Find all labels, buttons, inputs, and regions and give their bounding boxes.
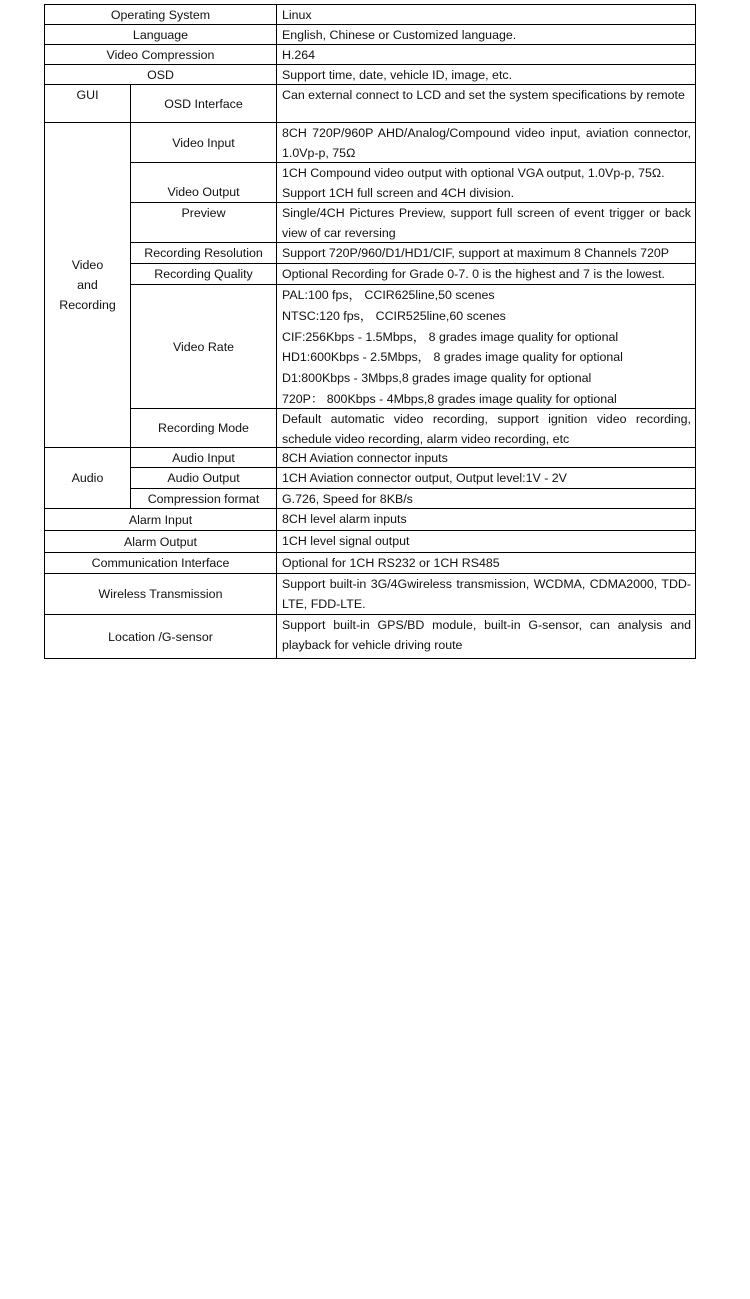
spec-subcategory [130,263,277,285]
cell-text: 1CH level signal output [282,534,410,548]
label-text: and [77,278,98,292]
label-text: GUI [76,88,99,102]
cell-text: 720P： 800Kbps - 4Mbps,8 grades image quality for optional [282,391,617,406]
spec-value [276,467,696,489]
cell-text: Optional Recording for Grade 0-7. 0 is the highest and 7 is the lowest. [282,267,665,281]
spec-subcategory [130,122,277,163]
spec-value [276,614,696,659]
spec-group [44,122,131,448]
spec-value [276,24,696,45]
category-label: Video Compression [106,47,215,62]
cell-text: HD1:600Kbps - 2.5Mbps， 8 grades image quality for optional [282,350,623,365]
spec-value [276,202,696,243]
spec-value [276,508,696,531]
spec-subcategory [130,488,277,509]
cell-text: 8CH level alarm inputs [282,512,407,526]
label-text: Recording [59,298,116,312]
spec-value [276,122,696,163]
spec-subcategory [130,242,277,264]
subcategory-label: Preview [181,206,226,220]
spec-category [44,573,277,615]
cell-text: G.726, Speed for 8KB/s [282,492,413,506]
spec-value [276,488,696,509]
category-label: Language [132,27,189,42]
cell-text: D1:800Kbps - 3Mbps,8 grades image quality for optional [282,371,592,386]
spec-subcategory [130,284,277,409]
spec-subcategory [130,467,277,489]
spec-subcategory [130,162,277,203]
spec-category [44,24,277,45]
spec-value [276,162,696,203]
spec-group [44,84,131,123]
subcategory-label: Video Rate [172,339,235,354]
spec-subcategory [130,202,277,243]
cell-text: CIF:256Kbps - 1.5Mbps， 8 grades image quality for optional [282,329,619,344]
cell-text: 1CH Compound video output with optional VGA output, 1.0Vp-p, 75Ω. [282,166,665,180]
spec-subcategory [130,84,277,123]
spec-value [276,84,696,123]
spec-category [44,614,277,659]
category-label: Alarm Output [124,534,197,549]
spec-value [276,242,696,264]
subcategory-label: Video Input [172,135,235,150]
category-label: Alarm Input [128,512,193,527]
label-text: Audio [71,471,104,485]
cell-text: Single/4CH Pictures Preview, support full screen of event trigger or back view of car reversing [282,206,691,240]
spec-value [276,408,696,448]
spec-value [276,263,696,285]
spec-value [276,4,696,25]
subcategory-label: Video Output [167,185,240,199]
cell-text: Support time, date, vehicle ID, image, etc. [282,68,513,82]
subcategory-label: Recording Quality [154,267,253,281]
cell-text: Can external connect to LCD and set the system specifications by remote [282,88,685,102]
category-label: Operating System [110,7,211,22]
cell-text: PAL:100 fps， CCIR625line,50 scenes [282,288,495,302]
spec-category [44,64,277,85]
cell-text: Linux [282,8,312,22]
spec-category [44,552,277,574]
spec-value [276,573,696,615]
subcategory-label: Compression format [147,491,260,506]
spec-category [44,508,277,531]
category-label: Communication Interface [91,556,230,570]
spec-value [276,530,696,553]
spec-category [44,44,277,65]
cell-text: H.264 [282,48,316,62]
spec-group [44,447,131,509]
category-label: Wireless Transmission [98,587,223,601]
subcategory-label: OSD Interface [164,96,243,111]
subcategory-label: Recording Mode [158,421,249,435]
category-label: OSD [147,67,174,82]
spec-subcategory [130,447,277,468]
cell-text: Support 1CH full screen and 4CH division. [282,186,515,200]
cell-text: 8CH Aviation connector inputs [282,451,448,465]
category-label: Location /G-sensor [108,629,213,644]
spec-value [276,284,696,409]
cell-text: Support 720P/960/D1/HD1/CIF, support at maximum 8 Channels 720P [282,246,670,260]
spec-value [276,552,696,574]
cell-text: 1CH Aviation connector output, Output level:1V - 2V [282,471,567,485]
cell-text: NTSC:120 fps， CCIR525line,60 scenes [282,308,506,323]
subcategory-label: Audio Output [167,471,240,485]
spec-value [276,447,696,468]
subcategory-label: Audio Input [172,450,235,465]
cell-text: Optional for 1CH RS232 or 1CH RS485 [282,556,500,570]
cell-text: 8CH 720P/960P AHD/Analog/Compound video input, aviation connector, 1.0Vp-p, 75Ω [282,126,691,160]
spec-category [44,530,277,553]
label-text: Video [71,258,104,272]
spec-value [276,64,696,85]
subcategory-label: Recording Resolution [144,246,263,260]
cell-text: Default automatic video recording, support ignition video recording, schedule video recording, alarm video recording, etc [282,412,691,446]
spec-subcategory [130,408,277,448]
cell-text: English, Chinese or Customized language. [282,28,517,42]
spec-value [276,44,696,65]
cell-text: Support built-in 3G/4Gwireless transmission, WCDMA, CDMA2000, TDD-LTE, FDD-LTE. [282,577,691,611]
cell-text: Support built-in GPS/BD module, built-in G-sensor, can analysis and playback for vehicle driving route [282,618,691,652]
spec-category [44,4,277,25]
